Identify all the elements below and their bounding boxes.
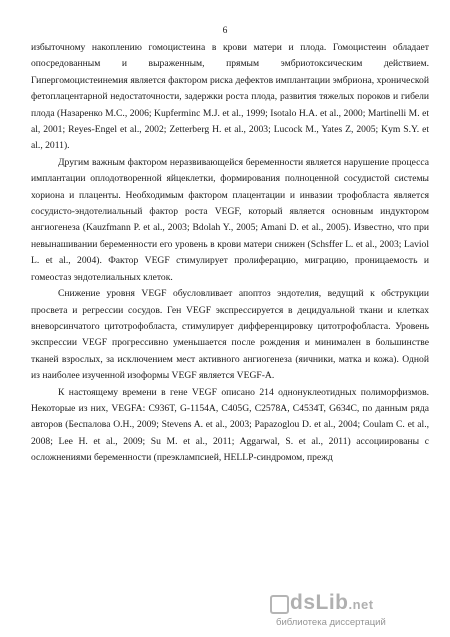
watermark-logo-suffix: .net: [348, 597, 374, 612]
document-body: [31, 40, 429, 467]
page-number: 6: [222, 26, 228, 36]
paragraph-4: К настоящему времени в гене VEGF описано 214 однонуклеотидных полиморфизмов. Некоторые из них, VEGFA: C936T, G-1154A, C405G, C2578A, C4534T, G634C, по данным ряда авторов (Беспалова О.Н., 2009; Stevens A. et al., 2003; Papazoglou D. et al., 2004; Coulam C. et al., 2008; Lee H. et al., 2009; Su M. et al., 2011; Aggarwal, S. et al., 2011) ассоциированы с осложнениями беременности (преэклампсией, HELLP-синдромом, прежд: [31, 386, 429, 464]
watermark-logo-text: dsLib: [290, 591, 349, 614]
book-icon: [270, 595, 289, 614]
paragraph-2: Другим важным фактором неразвивающейся беременности является нарушение процесса имплантации оплодотворенной яйцеклетки, формирования полноценной сосудистой системы хориона и плаценты. Необходимым фактором плацентации и инвазии трофобласта является сосудисто-эндотелиальный фактор роста VEGF, который является основным индуктором ангиогенеза (Kauzfmann P. et al., 2003; Bdolah Y., 2005; Amani D. et al., 2005). Известно, что при невынашивании беременности его уровень в крови матери снижен (Schsffer L. et al., 2003; Laviol L. et al., 2004). Фактор VEGF стимулирует пролиферацию, миграцию, проницаемость и гомеостаз эндотелиальных клеток.: [31, 156, 429, 283]
paragraph-3: Снижение уровня VEGF обусловливает апоптоз эндотелия, ведущий к обструкции просвета и регрессии сосудов. Ген VEGF экспрессируется в децидуальной ткани и клетках вневорсинчатого цитотрофобласта, стимулирует дифференцировку цитотрофобласта. Уровень экспрессии VEGF прогрессивно уменьшается после рождения и минимален в большинстве тканей взрослых, за исключением мест активного ангиогенеза (яичники, матка и кожа). Одной из наиболее изученной изоформы VEGF является VEGF-A.: [31, 288, 429, 382]
paragraph-1: избыточному накоплению гомоцистеина в крови матери и плода. Гомоцистеин обладает опосредованным и выраженным, прямым эмбриотоксическим действием. Гипергомоцистеинемия является фактором риска дефектов имплантации эмбриона, хронической фетоплацентарной недостаточности, задержки роста плода, развития тяжелых пороков и гибели плода (Назаренко М.С., 2006; Kupferminc M.J. et al., 1999; Isotalo H.A. et al., 2000; Martinelli M. et al, 2001; Reyes-Engel et al., 2002; Zetterberg H. et al., 2003; Lucock M., Yates Z, 2005; Kym S.Y. et al., 2011).: [31, 42, 429, 152]
watermark: [270, 591, 440, 631]
watermark-logo: [290, 591, 374, 615]
watermark-caption: библиотека диссертаций: [276, 617, 386, 628]
